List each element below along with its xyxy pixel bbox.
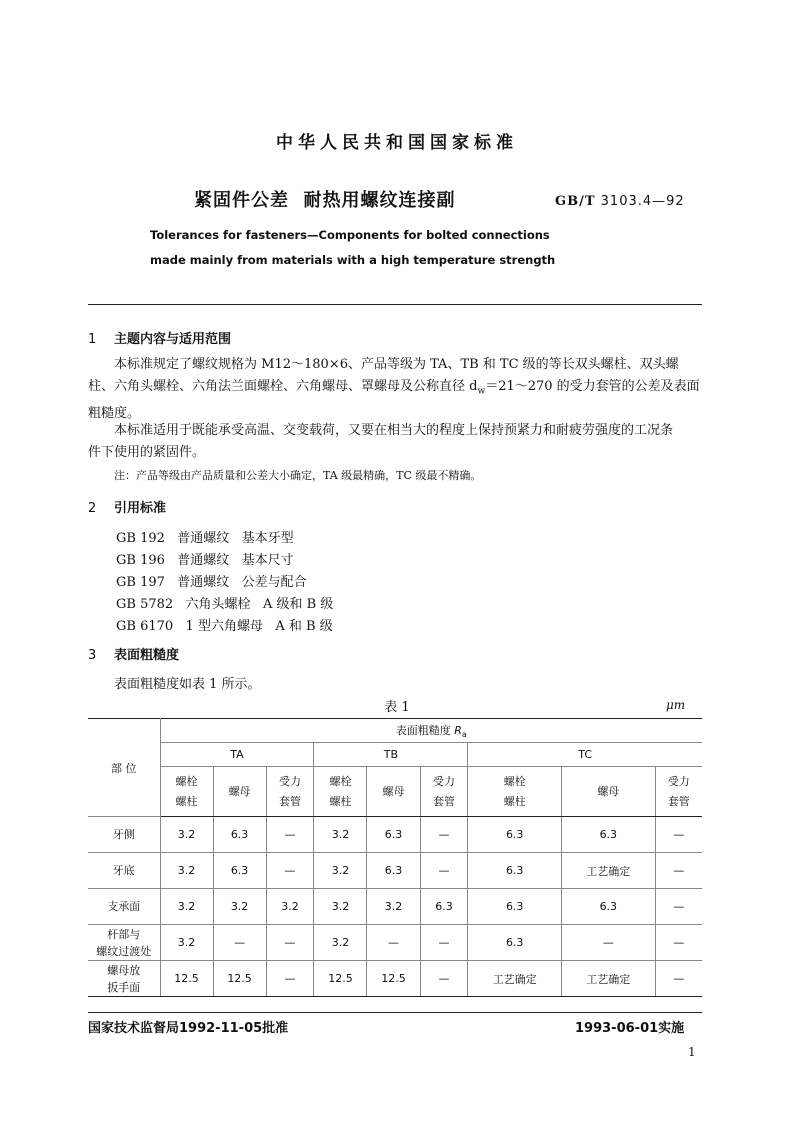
part-cell: 支承面	[88, 889, 160, 925]
grade-header: TC	[468, 743, 702, 767]
value-cell: 6.3	[468, 853, 562, 889]
table-row	[88, 925, 702, 961]
value-cell: 3.2	[314, 817, 367, 853]
section-1-heading	[88, 328, 231, 347]
section-1-paragraph-2	[88, 420, 702, 464]
table-row	[88, 889, 702, 925]
grade-header: TA	[160, 743, 314, 767]
text-line: 件下使用的紧固件。	[88, 445, 206, 460]
value-cell: —	[266, 853, 314, 889]
text-line: 粗糙度。	[88, 405, 141, 421]
section-number: 1	[88, 332, 97, 347]
subscript: w	[477, 386, 486, 397]
issue-date: 国家技术监督局1992-11-05批准	[88, 1021, 289, 1036]
section-number: 3	[88, 648, 97, 663]
title-english-line-1: Tolerances for fasteners—Components for bolted connections	[150, 228, 550, 242]
value-cell: 6.3	[468, 817, 562, 853]
part-cell: 牙底	[88, 853, 160, 889]
standard-number	[555, 194, 685, 209]
sub-header-cell: 螺栓 螺柱	[314, 767, 367, 817]
section-title: 表面粗糙度	[114, 648, 180, 663]
value-cell: 6.3	[367, 817, 420, 853]
section-title: 主题内容与适用范围	[114, 332, 232, 347]
value-cell: 6.3	[213, 853, 266, 889]
table-unit: μm	[666, 698, 686, 712]
section-1-paragraph-1	[88, 354, 702, 425]
section-number: 2	[88, 501, 97, 516]
title-chinese: 紧固件公差 耐热用螺纹连接副	[194, 190, 456, 211]
value-cell: 3.2	[314, 889, 367, 925]
value-cell: —	[266, 961, 314, 997]
roughness-table	[88, 718, 702, 997]
reference-item: GB 196 普通螺纹 基本尺寸	[116, 553, 294, 568]
sub-header-cell: 螺栓 螺柱	[160, 767, 213, 817]
value-cell: 6.3	[367, 853, 420, 889]
value-cell: —	[266, 925, 314, 961]
effective-date: 1993-06-01实施	[575, 1021, 685, 1036]
roughness-header-text: 表面粗糙度 $R_a$	[395, 723, 467, 740]
reference-item: GB 5782 六角头螺栓 A 级和 B 级	[116, 597, 334, 612]
value-cell: —	[420, 817, 468, 853]
national-standard-heading: 中华人民共和国国家标准	[276, 133, 518, 153]
value-cell: —	[655, 961, 702, 997]
part-header	[88, 719, 160, 817]
section-3-heading	[88, 644, 179, 663]
part-cell: 螺母放 扳手面	[88, 961, 160, 997]
value-cell: —	[213, 925, 266, 961]
footer-rule	[88, 1012, 702, 1013]
value-cell: —	[655, 817, 702, 853]
section-3-intro: 表面粗糙度如表 1 所示。	[114, 677, 261, 692]
table-row	[88, 961, 702, 997]
text-line: ＝21～270 的受力套管的公差及表面	[485, 379, 700, 394]
sub-header-cell: 螺母	[213, 767, 266, 817]
reference-item: GB 197 普通螺纹 公差与配合	[116, 575, 307, 590]
value-cell: 3.2	[314, 853, 367, 889]
section-title: 引用标准	[114, 501, 167, 516]
value-cell: 3.2	[266, 889, 314, 925]
title-english-line-2: made mainly from materials with a high temperature strength	[150, 253, 556, 267]
value-cell: 6.3	[213, 817, 266, 853]
value-cell: —	[266, 817, 314, 853]
section-1-note: 注：产品等级由产品质量和公差大小确定，TA 级最精确，TC 级最不精确。	[114, 469, 482, 482]
standard-code: 3103.4—92	[600, 194, 685, 209]
value-cell: 12.5	[367, 961, 420, 997]
sub-header-row	[88, 767, 702, 817]
value-cell: —	[562, 925, 656, 961]
value-cell: 12.5	[213, 961, 266, 997]
value-cell: 工艺确定	[562, 853, 656, 889]
sub-header-cell: 螺母	[367, 767, 420, 817]
value-cell: 3.2	[367, 889, 420, 925]
sub-header-cell: 螺栓 螺柱	[468, 767, 562, 817]
value-cell: 12.5	[160, 961, 213, 997]
value-cell: —	[420, 853, 468, 889]
sub-header-cell: 受力 套管	[420, 767, 468, 817]
value-cell: 6.3	[420, 889, 468, 925]
value-cell: 工艺确定	[468, 961, 562, 997]
value-cell: 3.2	[160, 889, 213, 925]
section-2-heading	[88, 497, 166, 516]
table-row	[88, 817, 702, 853]
reference-item: GB 6170 1 型六角螺母 A 和 B 级	[116, 619, 333, 634]
value-cell: 3.2	[160, 817, 213, 853]
part-header-text: 部 位	[111, 761, 137, 775]
reference-item: GB 192 普通螺纹 基本牙型	[116, 531, 294, 546]
value-cell: 6.3	[468, 889, 562, 925]
table-row	[88, 853, 702, 889]
value-cell: 工艺确定	[562, 961, 656, 997]
value-cell: —	[367, 925, 420, 961]
sub-header-cell: 受力 套管	[266, 767, 314, 817]
sub-header-cell: 螺母	[562, 767, 656, 817]
value-cell: 3.2	[213, 889, 266, 925]
value-cell: 3.2	[314, 925, 367, 961]
sub-header-cell: 受力 套管	[655, 767, 702, 817]
part-cell: 牙侧	[88, 817, 160, 853]
value-cell: —	[420, 961, 468, 997]
part-cell: 杆部与 螺纹过渡处	[88, 925, 160, 961]
grade-header: TB	[314, 743, 468, 767]
text-line: 本标准规定了螺纹规格为 M12～180×6、产品等级为 TA、TB 和 TC 级的等长双头螺柱、双头螺	[114, 357, 679, 372]
value-cell: 6.3	[562, 817, 656, 853]
roughness-group-header	[160, 719, 702, 743]
text-line: 本标准适用于既能承受高温、交变载荷，又要在相当大的程度上保持预紧力和耐疲劳强度的工况条	[114, 423, 674, 438]
value-cell: —	[420, 925, 468, 961]
value-cell: 3.2	[160, 925, 213, 961]
value-cell: —	[655, 925, 702, 961]
standard-prefix: GB/T	[555, 194, 596, 209]
value-cell: 3.2	[160, 853, 213, 889]
value-cell: 6.3	[562, 889, 656, 925]
value-cell: 6.3	[468, 925, 562, 961]
header-rule	[88, 304, 702, 305]
value-cell: —	[655, 889, 702, 925]
text-line: 柱、六角头螺栓、六角法兰面螺栓、六角螺母、罩螺母及公称直径 d	[88, 379, 478, 394]
table-caption: 表 1	[384, 700, 410, 715]
page-number: 1	[688, 1045, 696, 1059]
value-cell: 12.5	[314, 961, 367, 997]
value-cell: —	[655, 853, 702, 889]
